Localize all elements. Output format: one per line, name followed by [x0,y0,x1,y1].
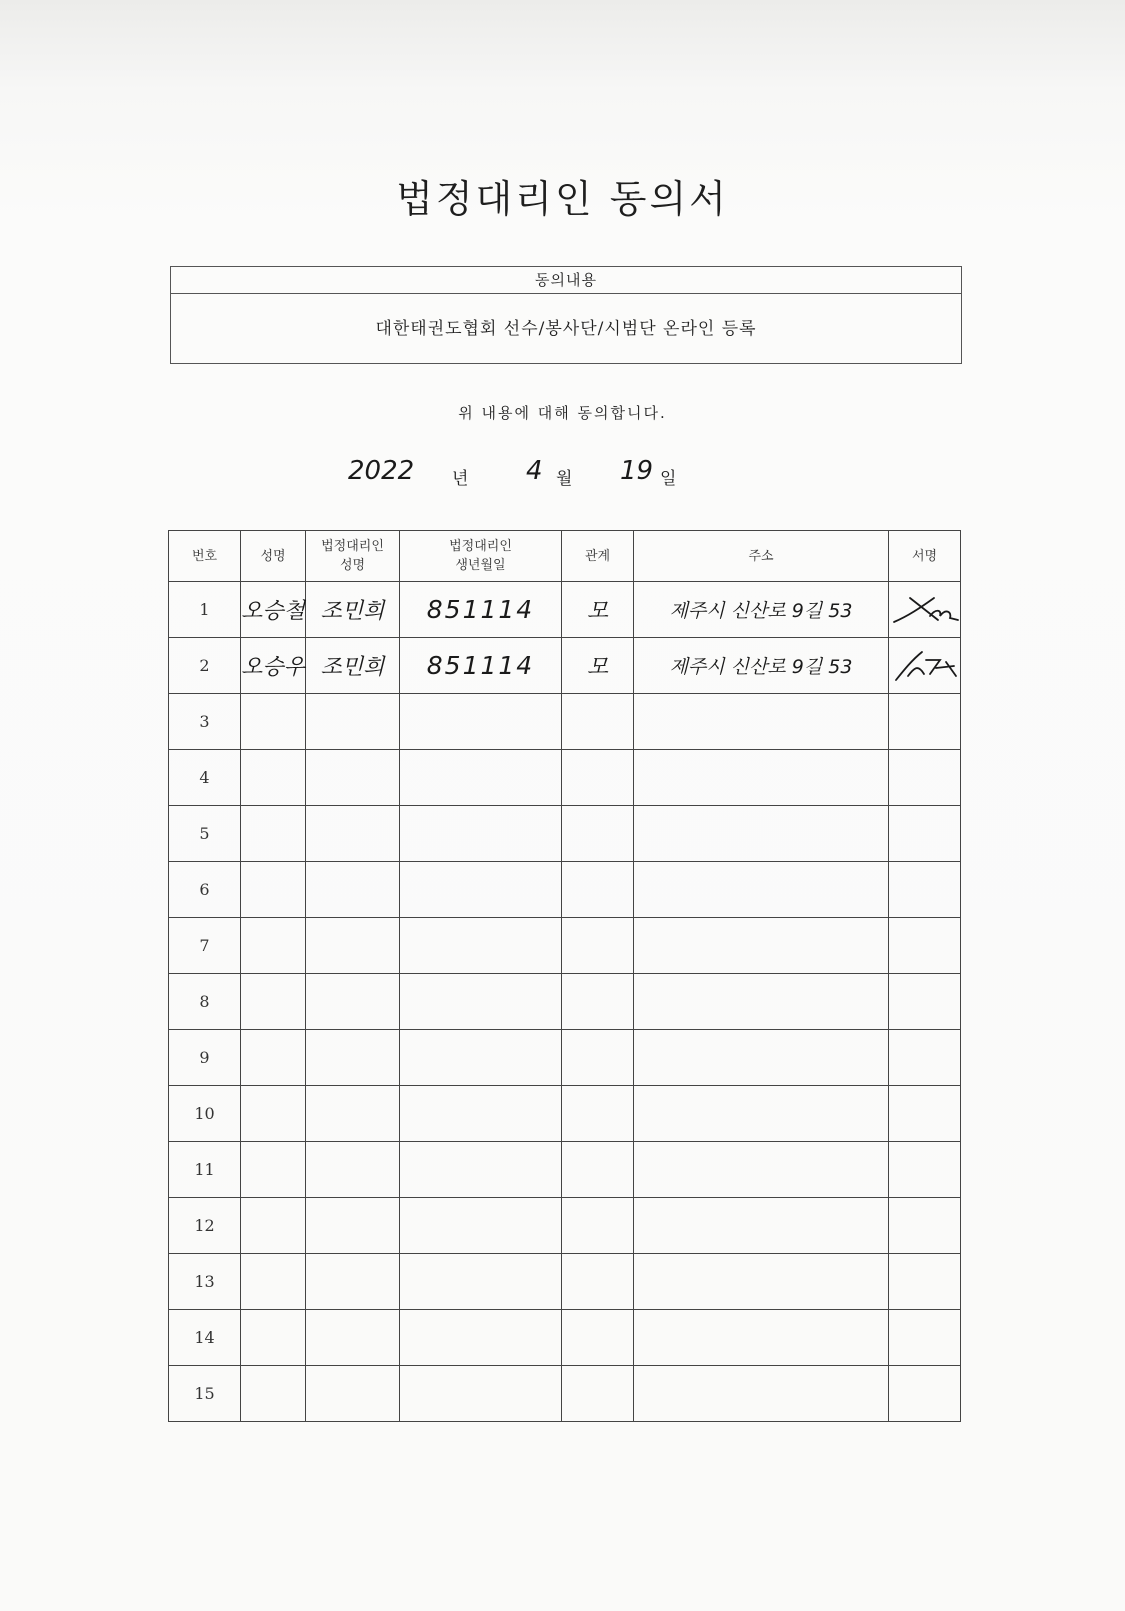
row-guardian-birth [400,1366,562,1422]
row-guardian-birth [400,1142,562,1198]
header-guardian-name-line1: 법정대리인 [321,539,384,554]
row-address [634,1366,889,1422]
row-address [634,1198,889,1254]
row-name [241,1310,306,1366]
table-row [169,1366,961,1422]
row-relation [562,1198,634,1254]
row-signature [889,638,961,694]
row-guardian-birth [400,694,562,750]
row-guardian-birth: 851114 [400,582,562,638]
row-guardian-birth [400,1030,562,1086]
row-relation [562,1142,634,1198]
table-row [169,582,961,638]
row-guardian-birth [400,1198,562,1254]
row-guardian-name [306,918,400,974]
row-address [634,1254,889,1310]
row-guardian-name [306,750,400,806]
row-number: 11 [169,1142,241,1198]
table-row [169,1198,961,1254]
row-signature [889,694,961,750]
header-name: 성명 [241,531,306,582]
row-signature [889,806,961,862]
row-guardian-birth [400,806,562,862]
table-row [169,974,961,1030]
row-relation [562,694,634,750]
row-address [634,1310,889,1366]
row-number: 15 [169,1366,241,1422]
table-row [169,1310,961,1366]
row-guardian-name [306,1310,400,1366]
table-row [169,1030,961,1086]
row-relation [562,750,634,806]
row-number: 7 [169,918,241,974]
row-address [634,1086,889,1142]
row-relation [562,1030,634,1086]
handwritten-signature-1 [890,590,960,630]
registration-table [168,530,961,1422]
date-year: 2022 [348,456,415,486]
table-row [169,862,961,918]
row-address [634,1142,889,1198]
row-signature [889,1030,961,1086]
date-day-unit: 일 [660,469,677,489]
header-guardian-name [306,531,400,582]
row-guardian-name [306,806,400,862]
row-relation [562,806,634,862]
row-name [241,694,306,750]
header-guardian-birth-line2: 생년월일 [455,558,506,573]
row-guardian-birth [400,974,562,1030]
consent-content: 대한태권도협회 선수/봉사단/시범단 온라인 등록 [375,319,757,339]
row-address [634,862,889,918]
row-signature [889,862,961,918]
row-relation [562,1254,634,1310]
row-name [241,1198,306,1254]
header-guardian-birth-line1: 법정대리인 [449,539,512,554]
row-name [241,918,306,974]
row-guardian-name [306,1366,400,1422]
consent-header: 동의내용 [171,267,961,294]
row-address [634,918,889,974]
row-number: 4 [169,750,241,806]
row-address: 제주시 신산로 9길 53 [634,638,889,694]
row-relation: 모 [562,582,634,638]
row-number: 3 [169,694,241,750]
row-number: 14 [169,1310,241,1366]
row-guardian-name [306,862,400,918]
row-name [241,1254,306,1310]
row-number: 8 [169,974,241,1030]
table-row [169,750,961,806]
table-row [169,1142,961,1198]
row-signature [889,1142,961,1198]
row-guardian-name [306,1030,400,1086]
row-name: 오승철 [241,582,306,638]
header-number: 번호 [169,531,241,582]
date-year-unit: 년 [452,469,469,489]
row-signature [889,918,961,974]
row-address [634,806,889,862]
row-signature [889,1254,961,1310]
row-number: 13 [169,1254,241,1310]
row-signature [889,750,961,806]
row-relation [562,1086,634,1142]
table-header-row [169,531,961,582]
row-guardian-birth: 851114 [400,638,562,694]
row-relation [562,862,634,918]
table-row [169,806,961,862]
agree-statement: 위 내용에 대해 동의합니다. [458,404,667,422]
row-name [241,862,306,918]
row-name [241,1030,306,1086]
row-guardian-birth [400,862,562,918]
row-relation: 모 [562,638,634,694]
date-month-unit: 월 [556,469,573,489]
row-address: 제주시 신산로 9길 53 [634,582,889,638]
handwritten-signature-2 [890,646,960,686]
row-guardian-name [306,1198,400,1254]
row-relation [562,1310,634,1366]
date-month: 4 [526,456,543,486]
row-address [634,974,889,1030]
row-relation [562,974,634,1030]
consent-box [170,266,962,364]
row-address [634,750,889,806]
header-address: 주소 [634,531,889,582]
row-signature [889,582,961,638]
header-signature: 서명 [889,531,961,582]
row-signature [889,1086,961,1142]
row-number: 5 [169,806,241,862]
row-guardian-name [306,1142,400,1198]
row-name [241,1086,306,1142]
row-signature [889,974,961,1030]
row-number: 9 [169,1030,241,1086]
row-guardian-name [306,1086,400,1142]
row-name [241,1142,306,1198]
header-relation: 관계 [562,531,634,582]
row-guardian-birth [400,918,562,974]
row-guardian-name [306,974,400,1030]
row-address [634,694,889,750]
row-address [634,1030,889,1086]
row-relation [562,1366,634,1422]
table-row [169,918,961,974]
row-signature [889,1366,961,1422]
table-row [169,638,961,694]
date-day: 19 [620,456,654,486]
table-row [169,1086,961,1142]
table-row [169,694,961,750]
row-relation [562,918,634,974]
row-guardian-name: 조민희 [306,638,400,694]
row-guardian-birth [400,750,562,806]
row-guardian-birth [400,1310,562,1366]
row-signature [889,1198,961,1254]
document-title: 법정대리인 동의서 [396,177,729,221]
row-guardian-name [306,1254,400,1310]
row-name [241,806,306,862]
row-number: 2 [169,638,241,694]
row-number: 10 [169,1086,241,1142]
row-number: 6 [169,862,241,918]
row-name [241,750,306,806]
row-name: 오승우 [241,638,306,694]
row-guardian-name: 조민희 [306,582,400,638]
row-number: 12 [169,1198,241,1254]
row-signature [889,1310,961,1366]
row-name [241,1366,306,1422]
row-name [241,974,306,1030]
row-guardian-birth [400,1254,562,1310]
row-guardian-birth [400,1086,562,1142]
header-guardian-birth [400,531,562,582]
row-number: 1 [169,582,241,638]
row-guardian-name [306,694,400,750]
table-row [169,1254,961,1310]
header-guardian-name-line2: 성명 [339,558,366,573]
